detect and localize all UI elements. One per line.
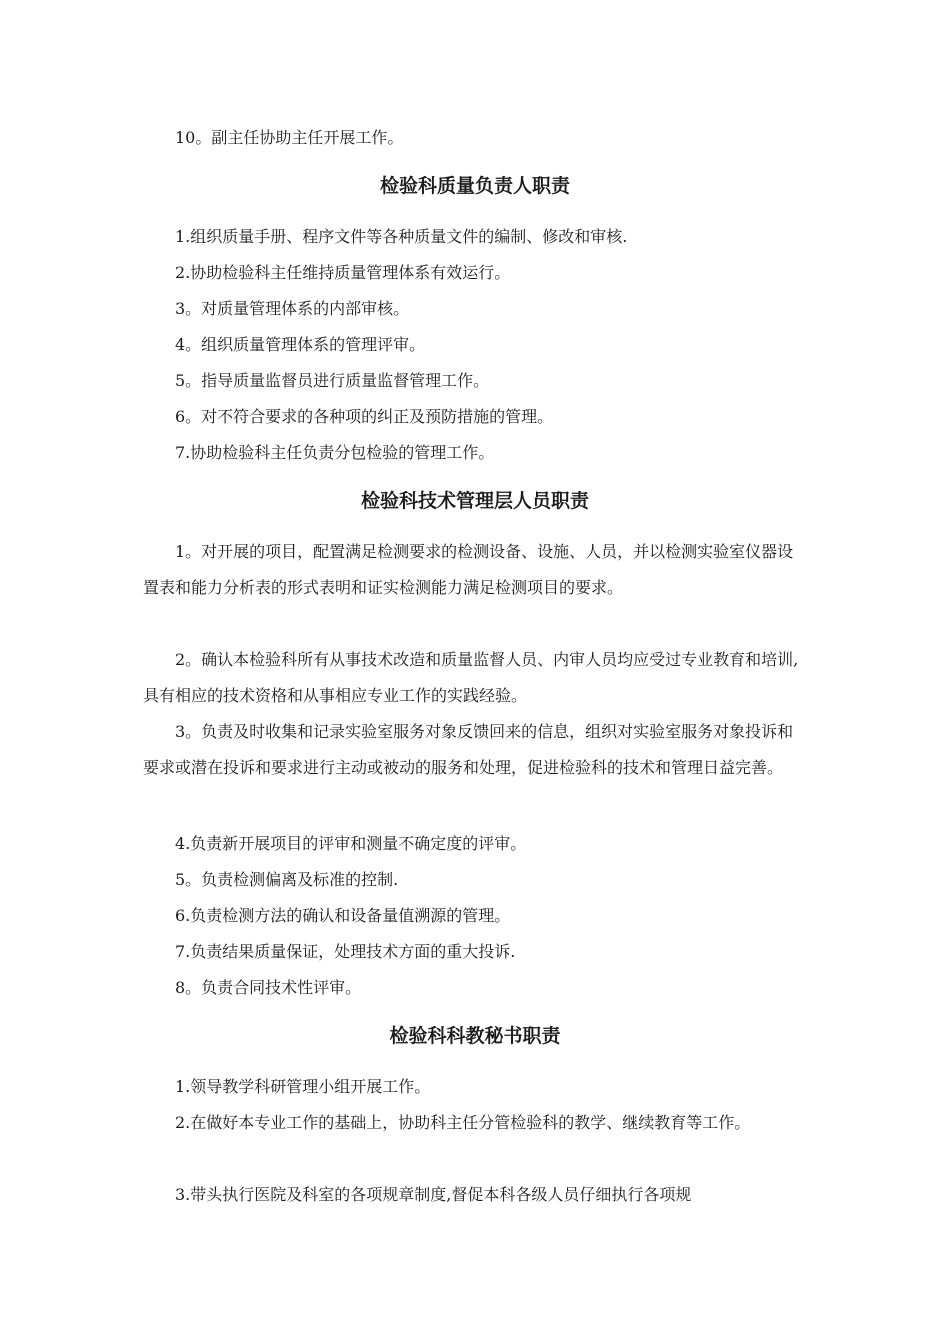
- list-item: 7.负责结果质量保证，处理技术方面的重大投诉.: [175, 942, 516, 961]
- section-title-quality: 检验科质量负责人职责: [379, 175, 570, 197]
- list-item: 4.负责新开展项目的评审和测量不确定度的评审。: [175, 834, 527, 853]
- list-item: 6。对不符合要求的各种项的纠正及预防措施的管理。: [175, 407, 554, 426]
- section-title-technical: 检验科技术管理层人员职责: [360, 490, 589, 512]
- list-item: 5。负责检测偏离及标准的控制.: [175, 870, 399, 889]
- list-item: 2.在做好本专业工作的基础上，协助科主任分管检验科的教学、继续教育等工作。: [175, 1113, 751, 1132]
- list-item: 4。组织质量管理体系的管理评审。: [175, 335, 426, 354]
- list-item: 8。负责合同技术性评审。: [175, 978, 362, 997]
- list-item: 3。对质量管理体系的内部审核。: [175, 299, 410, 318]
- list-item: 2.协助检验科主任维持质量管理体系有效运行。: [175, 263, 511, 282]
- list-item: 2。确认本检验科所有从事技术改造和质量监督人员、内审人员均应受过专业教育和培训,具有相应的技术资格和从事相应专业工作的实践经验。: [143, 650, 799, 705]
- list-item: 5。指导质量监督员进行质量监督管理工作。: [175, 371, 490, 390]
- list-item: 3。负责及时收集和记录实验室服务对象反馈回来的信息，组织对实验室服务对象投诉和要求或潜在投诉和要求进行主动或被动的服务和处理，促进检验科的技术和管理日益完善。: [143, 722, 794, 777]
- section-title-teaching-secretary: 检验科科教秘书职责: [389, 1025, 561, 1047]
- list-item: 1。对开展的项目，配置满足检测要求的检测设备、设施、人员，并以检测实验室仪器设置表和能力分析表的形式表明和证实检测能力满足检测项目的要求。: [143, 542, 794, 597]
- list-item: 1.领导教学科研管理小组开展工作。: [175, 1077, 431, 1096]
- list-item: 7.协助检验科主任负责分包检验的管理工作。: [175, 443, 495, 462]
- list-item: 1.组织质量手册、程序文件等各种质量文件的编制、修改和审核.: [175, 227, 628, 246]
- intro-item: 10。副主任协助主任开展工作。: [175, 128, 404, 147]
- list-item: 3.带头执行医院及科室的各项规章制度,督促本科各级人员仔细执行各项规: [175, 1185, 692, 1204]
- list-item: 6.负责检测方法的确认和设备量值溯源的管理。: [175, 906, 511, 925]
